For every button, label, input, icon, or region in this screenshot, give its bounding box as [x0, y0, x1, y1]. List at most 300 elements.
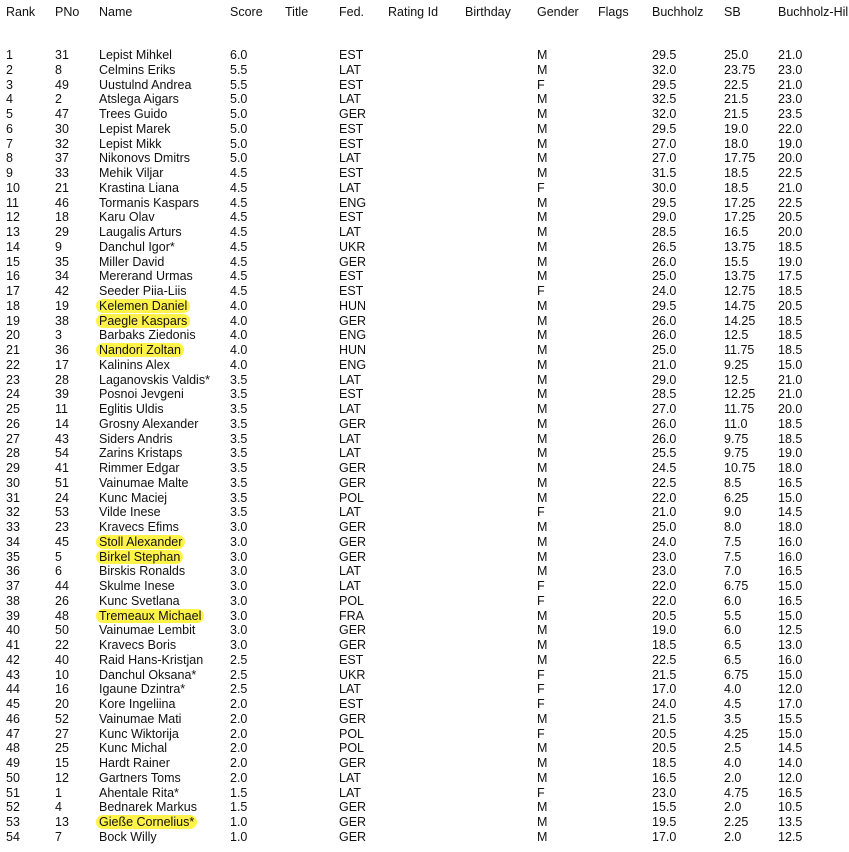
cell-fed: GER	[339, 416, 367, 431]
cell-buchholz-hil: 19.0	[778, 136, 803, 151]
cell-sb: 12.5	[724, 372, 749, 387]
cell-pno: 1	[55, 785, 62, 800]
cell-rank: 53	[6, 815, 20, 829]
cell-name: Nikonovs Dmitrs	[99, 151, 190, 166]
cell-buchholz-hil: 20.5	[778, 298, 803, 313]
cell-rank: 36	[6, 564, 20, 579]
header-rank[interactable]: Rank	[6, 5, 36, 19]
cell-sb: 21.5	[724, 107, 749, 121]
cell-buchholz-hil: 21.0	[778, 180, 803, 195]
cell-score: 3.0	[230, 593, 248, 608]
cell-sb: 15.5	[724, 254, 749, 269]
cell-name: Kravecs Efims	[99, 520, 179, 534]
cell-sb: 17.25	[724, 210, 756, 225]
cell-pno: 37	[55, 151, 69, 166]
cell-buchholz-hil: 15.0	[778, 726, 803, 741]
cell-buchholz-hil: 12.5	[778, 829, 803, 844]
header-fed[interactable]: Fed.	[339, 5, 365, 19]
cell-buchholz-hil: 15.0	[778, 608, 803, 623]
cell-gender: M	[537, 298, 548, 313]
cell-name: Birkel Stephan	[96, 550, 183, 564]
cell-gender: M	[537, 623, 548, 638]
cell-pno: 12	[55, 770, 69, 785]
cell-buchholz: 27.0	[652, 402, 677, 416]
cell-score: 3.0	[230, 564, 248, 579]
cell-score: 3.5	[230, 461, 248, 475]
cell-sb: 6.75	[724, 667, 749, 682]
cell-rank: 29	[6, 461, 20, 475]
cell-gender: M	[537, 225, 548, 239]
cell-pno: 35	[55, 254, 69, 269]
cell-sb: 9.75	[724, 446, 749, 461]
cell-name: Uustulnd Andrea	[99, 77, 192, 92]
cell-buchholz-hil: 13.5	[778, 815, 803, 829]
cell-score: 3.0	[230, 608, 248, 623]
cell-fed: POL	[339, 726, 365, 741]
cell-fed: HUN	[339, 343, 367, 357]
cell-name: Seeder Piia-Liis	[99, 284, 187, 298]
cell-rank: 24	[6, 387, 20, 402]
header-flags[interactable]: Flags	[598, 5, 629, 19]
cell-name: Rimmer Edgar	[99, 461, 180, 475]
cell-buchholz: 32.0	[652, 62, 677, 77]
cell-gender: M	[537, 151, 548, 166]
cell-rank: 13	[6, 225, 20, 239]
cell-name: Siders Andris	[99, 431, 173, 446]
cell-buchholz-hil: 20.5	[778, 210, 803, 225]
cell-gender: M	[537, 564, 548, 579]
cell-gender: F	[537, 785, 545, 800]
header-buchholz-hil[interactable]: Buchholz-Hil	[778, 5, 849, 19]
cell-sb: 18.0	[724, 136, 749, 151]
cell-name: Paegle Kaspars	[96, 314, 190, 328]
cell-gender: M	[537, 313, 548, 328]
cell-gender: M	[537, 254, 548, 269]
cell-buchholz-hil: 18.5	[778, 416, 803, 431]
cell-rank: 43	[6, 667, 20, 682]
cell-gender: M	[537, 549, 548, 564]
cell-buchholz: 19.5	[652, 815, 677, 829]
cell-fed: GER	[339, 534, 367, 549]
cell-sb: 6.75	[724, 579, 749, 593]
cell-score: 3.0	[230, 520, 248, 534]
cell-buchholz-hil: 15.0	[778, 579, 803, 593]
cell-score: 2.5	[230, 652, 248, 667]
cell-fed: GER	[339, 475, 367, 490]
cell-buchholz: 26.0	[652, 313, 677, 328]
cell-name: Posnoi Jevgeni	[99, 387, 184, 402]
cell-gender: F	[537, 579, 545, 593]
cell-buchholz: 24.0	[652, 697, 677, 711]
cell-buchholz-hil: 17.0	[778, 697, 803, 711]
cell-pno: 32	[55, 136, 69, 151]
cell-pno: 30	[55, 121, 69, 136]
cell-gender: M	[537, 357, 548, 372]
cell-buchholz-hil: 19.0	[778, 254, 803, 269]
cell-buchholz: 22.0	[652, 593, 677, 608]
cell-name: Igaune Dzintra*	[99, 682, 186, 697]
cell-sb: 14.25	[724, 313, 756, 328]
cell-buchholz: 30.0	[652, 180, 677, 195]
cell-name: Vilde Inese	[99, 505, 161, 520]
cell-sb: 8.5	[724, 475, 742, 490]
cell-sb: 11.0	[724, 416, 748, 431]
cell-score: 5.5	[230, 62, 248, 77]
cell-fed: FRA	[339, 608, 364, 623]
cell-fed: GER	[339, 711, 367, 726]
cell-pno: 52	[55, 711, 69, 726]
cell-score: 3.0	[230, 549, 248, 564]
cell-buchholz-hil: 14.0	[778, 756, 803, 770]
cell-fed: GER	[339, 623, 367, 638]
header-rating-id[interactable]: Rating Id	[388, 5, 439, 19]
cell-rank: 30	[6, 475, 20, 490]
cell-gender: M	[537, 195, 548, 210]
cell-fed: LAT	[339, 151, 361, 166]
cell-buchholz-hil: 15.5	[778, 711, 803, 726]
cell-buchholz-hil: 18.5	[778, 343, 803, 357]
cell-score: 1.5	[230, 785, 248, 800]
cell-buchholz-hil: 16.5	[778, 593, 803, 608]
cell-name: Celmins Eriks	[99, 62, 176, 77]
cell-buchholz: 25.5	[652, 446, 677, 461]
cell-fed: LAT	[339, 770, 361, 785]
cell-score: 5.0	[230, 107, 248, 121]
cell-buchholz: 21.0	[652, 505, 677, 520]
cell-gender: M	[537, 756, 548, 770]
cell-fed: LAT	[339, 431, 361, 446]
cell-name: Birskis Ronalds	[99, 564, 186, 579]
cell-buchholz: 20.5	[652, 608, 677, 623]
cell-fed: EST	[339, 121, 364, 136]
cell-fed: EST	[339, 269, 364, 284]
cell-buchholz: 24.5	[652, 461, 677, 475]
cell-buchholz-hil: 21.0	[778, 77, 803, 92]
cell-buchholz: 25.0	[652, 269, 677, 284]
header-sb[interactable]: SB	[724, 5, 741, 19]
cell-buchholz: 26.0	[652, 328, 677, 343]
cell-fed: EST	[339, 284, 364, 298]
cell-score: 3.5	[230, 387, 248, 402]
cell-buchholz: 22.0	[652, 579, 677, 593]
cell-pno: 53	[55, 505, 69, 520]
cell-pno: 13	[55, 815, 69, 829]
cell-fed: EST	[339, 652, 364, 667]
cell-buchholz: 17.0	[652, 829, 677, 844]
header-pno[interactable]: PNo	[55, 5, 80, 19]
cell-score: 3.5	[230, 402, 248, 416]
cell-sb: 2.0	[724, 770, 742, 785]
cell-buchholz: 26.0	[652, 431, 677, 446]
cell-fed: GER	[339, 520, 367, 534]
cell-fed: ENG	[339, 195, 367, 210]
cell-fed: LAT	[339, 62, 361, 77]
cell-buchholz-hil: 21.0	[778, 387, 803, 402]
cell-fed: GER	[339, 313, 367, 328]
cell-rank: 27	[6, 431, 20, 446]
cell-score: 5.5	[230, 77, 248, 92]
cell-name: Gieße Cornelius*	[96, 815, 197, 829]
cell-buchholz: 32.0	[652, 107, 677, 121]
cell-sb: 7.0	[724, 564, 742, 579]
cell-fed: HUN	[339, 298, 367, 313]
cell-pno: 29	[55, 225, 69, 239]
cell-pno: 54	[55, 446, 69, 461]
cell-rank: 11	[6, 195, 19, 210]
cell-buchholz: 27.0	[652, 136, 677, 151]
cell-rank: 18	[6, 298, 20, 313]
cell-gender: M	[537, 520, 548, 534]
cell-buchholz-hil: 23.0	[778, 62, 803, 77]
cell-buchholz: 29.5	[652, 298, 677, 313]
cell-score: 5.0	[230, 136, 248, 151]
cell-name: Ahentale Rita*	[99, 785, 179, 800]
cell-gender: M	[537, 431, 548, 446]
cell-rank: 22	[6, 357, 20, 372]
cell-pno: 20	[55, 697, 69, 711]
cell-score: 1.0	[230, 829, 248, 844]
cell-rank: 40	[6, 623, 20, 638]
cell-pno: 49	[55, 77, 69, 92]
cell-buchholz: 29.5	[652, 48, 677, 62]
cell-name: Krastina Liana	[99, 180, 179, 195]
cell-name: Grosny Alexander	[99, 416, 199, 431]
cell-pno: 36	[55, 343, 69, 357]
cell-gender: M	[537, 608, 548, 623]
cell-sb: 4.25	[724, 726, 749, 741]
cell-fed: GER	[339, 815, 367, 829]
cell-sb: 11.75	[724, 343, 755, 357]
cell-sb: 5.5	[724, 608, 742, 623]
cell-score: 4.5	[230, 180, 248, 195]
cell-sb: 9.0	[724, 505, 742, 520]
cell-sb: 2.0	[724, 800, 742, 815]
cell-gender: M	[537, 815, 548, 829]
cell-fed: ENG	[339, 357, 367, 372]
cell-buchholz-hil: 12.0	[778, 682, 803, 697]
cell-sb: 12.5	[724, 328, 749, 343]
cell-buchholz-hil: 23.5	[778, 107, 803, 121]
cell-name: Skulme Inese	[99, 579, 175, 593]
cell-score: 3.5	[230, 490, 248, 505]
cell-fed: EST	[339, 166, 364, 180]
cell-pno: 31	[55, 48, 69, 62]
cell-score: 3.5	[230, 505, 248, 520]
cell-buchholz-hil: 21.0	[778, 372, 803, 387]
cell-gender: M	[537, 829, 548, 844]
cell-gender: M	[537, 652, 548, 667]
cell-name: Laugalis Arturs	[99, 225, 182, 239]
cell-name: Barbaks Ziedonis	[99, 328, 196, 343]
cell-buchholz-hil: 15.0	[778, 667, 803, 682]
cell-rank: 4	[6, 92, 13, 107]
cell-sb: 4.0	[724, 682, 742, 697]
cell-buchholz: 29.0	[652, 210, 677, 225]
cell-buchholz-hil: 16.0	[778, 549, 803, 564]
cell-name: Atslega Aigars	[99, 92, 179, 107]
cell-gender: M	[537, 711, 548, 726]
cell-fed: UKR	[339, 239, 366, 254]
cell-pno: 3	[55, 328, 62, 343]
cell-gender: M	[537, 328, 548, 343]
cell-rank: 28	[6, 446, 20, 461]
cell-buchholz-hil: 18.5	[778, 431, 803, 446]
cell-name: Tormanis Kaspars	[99, 195, 200, 210]
cell-name: Kunc Michal	[99, 741, 168, 756]
cell-buchholz: 27.0	[652, 151, 677, 166]
cell-rank: 38	[6, 593, 20, 608]
cell-sb: 12.25	[724, 387, 756, 402]
cell-name: Lepist Mikk	[99, 136, 162, 151]
cell-pno: 43	[55, 431, 69, 446]
cell-gender: M	[537, 416, 548, 431]
cell-buchholz-hil: 18.0	[778, 520, 803, 534]
cell-score: 5.0	[230, 121, 248, 136]
cell-rank: 41	[6, 638, 20, 652]
cell-buchholz-hil: 15.0	[778, 357, 803, 372]
header-gender[interactable]: Gender	[537, 5, 579, 19]
cell-score: 1.0	[230, 815, 248, 829]
cell-buchholz-hil: 16.0	[778, 534, 803, 549]
cell-rank: 48	[6, 741, 20, 756]
cell-buchholz-hil: 18.5	[778, 284, 803, 298]
cell-name: Vainumae Malte	[99, 475, 189, 490]
cell-buchholz-hil: 18.5	[778, 328, 803, 343]
cell-rank: 16	[6, 269, 20, 284]
cell-score: 2.5	[230, 667, 248, 682]
cell-buchholz-hil: 19.0	[778, 446, 803, 461]
cell-sb: 25.0	[724, 48, 749, 62]
cell-gender: F	[537, 284, 545, 298]
cell-fed: LAT	[339, 446, 361, 461]
cell-sb: 2.25	[724, 815, 749, 829]
cell-gender: M	[537, 239, 548, 254]
cell-sb: 2.0	[724, 829, 742, 844]
cell-name: Kunc Wiktorija	[99, 726, 179, 741]
cell-score: 4.5	[230, 210, 248, 225]
cell-name: Trees Guido	[99, 107, 168, 121]
cell-buchholz-hil: 13.0	[778, 638, 803, 652]
cell-pno: 51	[55, 475, 69, 490]
cell-rank: 34	[6, 534, 20, 549]
header-buchholz[interactable]: Buchholz	[652, 5, 704, 19]
cell-gender: M	[537, 269, 548, 284]
cell-buchholz: 21.5	[652, 667, 677, 682]
cell-gender: M	[537, 210, 548, 225]
cell-rank: 44	[6, 682, 20, 697]
cell-pno: 28	[55, 372, 69, 387]
cell-rank: 17	[6, 284, 20, 298]
cell-fed: UKR	[339, 667, 366, 682]
cell-sb: 2.5	[724, 741, 742, 756]
cell-score: 1.5	[230, 800, 248, 815]
cell-sb: 11.75	[724, 402, 755, 416]
header-title[interactable]: Title	[285, 5, 309, 19]
cell-fed: GER	[339, 829, 367, 844]
cell-gender: M	[537, 741, 548, 756]
cell-sb: 23.75	[724, 62, 756, 77]
cell-fed: LAT	[339, 92, 361, 107]
cell-name: Vainumae Mati	[99, 711, 182, 726]
cell-score: 4.0	[230, 313, 248, 328]
cell-pno: 39	[55, 387, 69, 402]
cell-rank: 12	[6, 210, 20, 225]
cell-name: Hardt Rainer	[99, 756, 170, 770]
cell-buchholz-hil: 10.5	[778, 800, 803, 815]
cell-score: 3.0	[230, 623, 248, 638]
cell-rank: 25	[6, 402, 20, 416]
header-score[interactable]: Score	[230, 5, 263, 19]
cell-name: Laganovskis Valdis*	[99, 372, 210, 387]
cell-buchholz-hil: 20.0	[778, 225, 803, 239]
cell-fed: GER	[339, 107, 367, 121]
cell-buchholz: 21.0	[652, 357, 677, 372]
cell-pno: 27	[55, 726, 69, 741]
cell-gender: M	[537, 372, 548, 387]
cell-score: 5.0	[230, 92, 248, 107]
cell-fed: EST	[339, 77, 364, 92]
header-birthday[interactable]: Birthday	[465, 5, 511, 19]
cell-gender: F	[537, 667, 545, 682]
cell-buchholz: 20.5	[652, 726, 677, 741]
cell-rank: 46	[6, 711, 20, 726]
cell-rank: 7	[6, 136, 13, 151]
cell-buchholz: 16.5	[652, 770, 677, 785]
cell-sb: 6.0	[724, 623, 742, 638]
cell-pno: 16	[55, 682, 69, 697]
cell-score: 4.5	[230, 195, 248, 210]
cell-score: 3.5	[230, 446, 248, 461]
cell-sb: 17.75	[724, 151, 756, 166]
cell-sb: 17.25	[724, 195, 756, 210]
cell-fed: LAT	[339, 225, 361, 239]
cell-pno: 47	[55, 107, 69, 121]
cell-buchholz-hil: 23.0	[778, 92, 803, 107]
cell-name: Gartners Toms	[99, 770, 181, 785]
cell-rank: 31	[6, 490, 20, 505]
cell-buchholz-hil: 14.5	[778, 505, 803, 520]
header-name[interactable]: Name	[99, 5, 133, 19]
cell-score: 3.5	[230, 416, 248, 431]
cell-score: 2.5	[230, 682, 248, 697]
cell-gender: F	[537, 697, 545, 711]
cell-sb: 22.5	[724, 77, 749, 92]
cell-score: 3.0	[230, 579, 248, 593]
cell-buchholz-hil: 22.5	[778, 195, 803, 210]
cell-pno: 34	[55, 269, 69, 284]
cell-rank: 39	[6, 608, 20, 623]
cell-rank: 9	[6, 166, 13, 180]
cell-score: 4.0	[230, 343, 248, 357]
cell-sb: 4.0	[724, 756, 742, 770]
cell-sb: 4.5	[724, 697, 742, 711]
cell-gender: M	[537, 638, 548, 652]
cell-score: 3.5	[230, 372, 248, 387]
cell-score: 3.5	[230, 475, 248, 490]
cell-rank: 47	[6, 726, 20, 741]
cell-gender: F	[537, 593, 545, 608]
cell-gender: M	[537, 461, 548, 475]
cell-pno: 17	[55, 357, 69, 372]
cell-rank: 19	[6, 313, 20, 328]
cell-buchholz-hil: 12.5	[778, 623, 803, 638]
cell-rank: 42	[6, 652, 20, 667]
cell-buchholz: 19.0	[652, 623, 677, 638]
cell-sb: 14.75	[724, 298, 756, 313]
cell-fed: LAT	[339, 785, 361, 800]
cell-buchholz: 29.0	[652, 372, 677, 387]
cell-buchholz: 21.5	[652, 711, 677, 726]
